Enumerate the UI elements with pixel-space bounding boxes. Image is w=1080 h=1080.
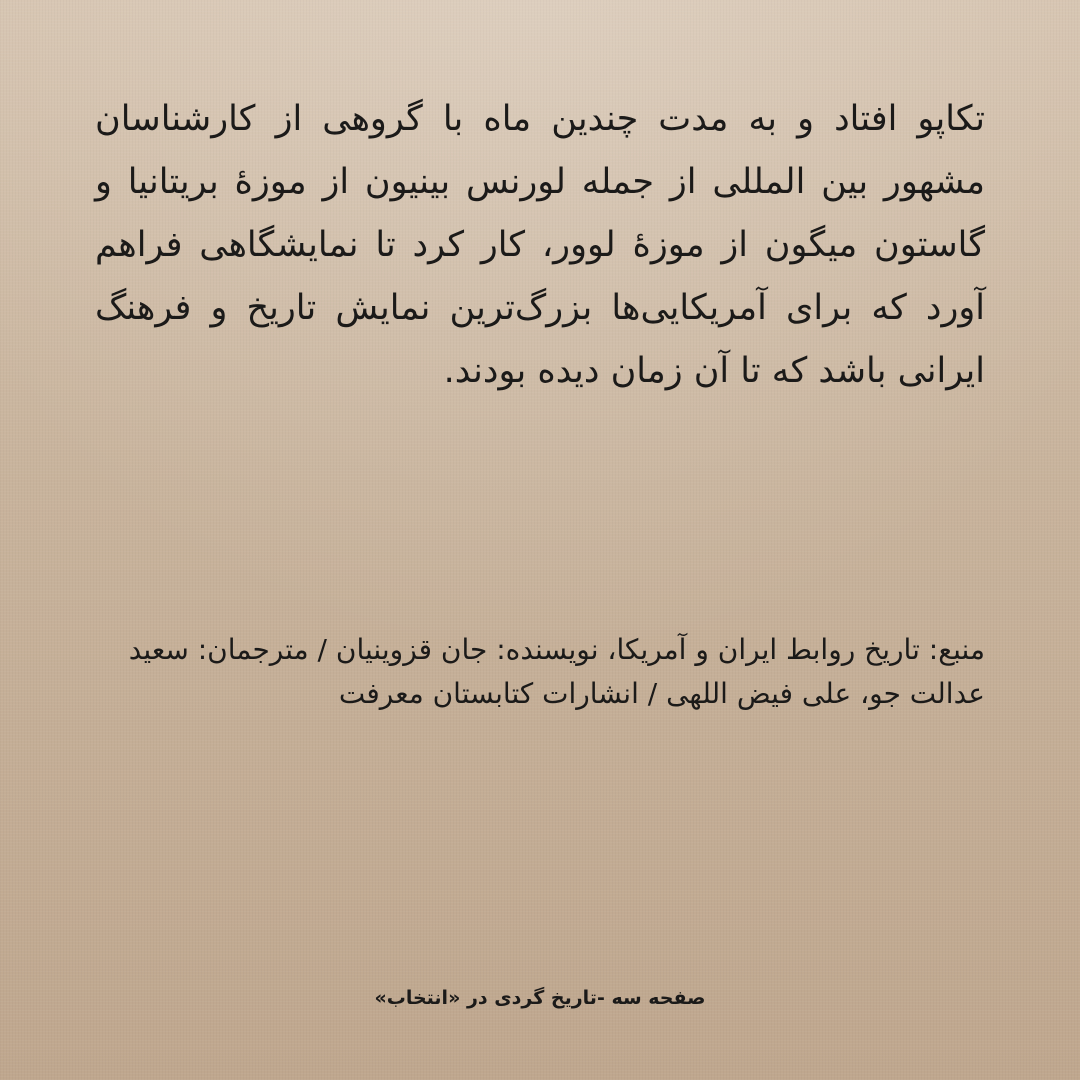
article-body-text: تکاپو افتاد و به مدت چندین ماه با گروهی از کارشناسان مشهور بین المللی از جمله لورنس بینیون از موزهٔ بریتانیا و گاستون میگون از موزهٔ لوور، کار کرد تا نمایشگاهی فراهم آورد که برای آمریکایی‌ها بزرگ‌ترین نمایش تاریخ و فرهنگ ایرانی باشد که تا آن زمان دیده بودند. (95, 99, 985, 391)
source-citation: منبع: تاریخ روابط ایران و آمریکا، نویسنده: جان قزوینیان / مترجمان: سعید عدالت جو، علی فیض اللهی / انشارات کتابستان معرفت (128, 633, 985, 710)
page-footer-caption: صفحه سه -تاریخ گردی در «انتخاب» (374, 987, 706, 1009)
